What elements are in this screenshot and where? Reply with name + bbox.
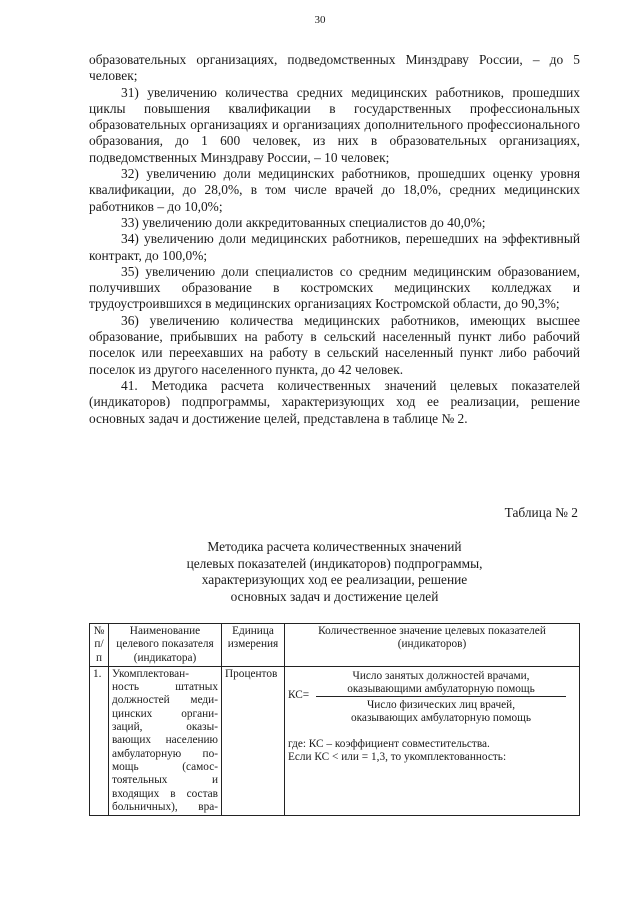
table-title-line: характеризующих ход ее реализации, решение [201,572,468,587]
paragraph-item-32: 32) увеличению доли медицинских работников, прошедших оценку уровня квалификации, до 28,0%, в том числе врачей до 18,0%, средних медицинских работников – до 10,0%; [89,166,580,214]
paragraph-item-34: 34) увеличению доли медицинских работников, перешедших на эффективный контракт, до 100,0%; [89,231,580,263]
row-name-line: входящих в состав [112,787,218,800]
paragraph-continuation: образовательных организациях, подведомственных Минздраву России, – до 5 человек; [89,52,580,84]
paragraph-clause-41: 41. Методика расчета количественных значений целевых показателей (индикаторов) подпрограммы, характеризующих ход ее реализации, решение основных задач и достижение целей, представлена в таблице № 2. [89,377,580,426]
body-text [89,52,580,427]
row-name-line: амбулаторную по- [112,747,218,760]
formula-label: КС= [288,688,310,701]
table-row [90,666,580,815]
formula-numerator-line: Число занятых должностей врачами, [352,669,530,682]
paragraph-item-35: 35) увеличению доли специалистов со средним медицинским образованием, получивших образование в костромских медицинских колледжах и трудоустроившихся в медицинских организациях Костромской области, до 90,3%; [89,263,580,312]
paragraph-item-33: 33) увеличению доли аккредитованных специалистов до 40,0%; [121,214,486,230]
formula-note: где: КС – коэффициент совместительства. [288,737,490,750]
row-name-line: тоятельных и [112,774,218,787]
fraction-bar [316,696,566,697]
formula-condition: Если КС < или = 1,3, то укомплектованность: [288,751,507,764]
row-name-line: вающих населению [112,734,218,747]
row-name-line: цинских органи- [112,707,218,720]
header-value: Количественное значение целевых показателей (индикаторов) [285,624,580,667]
row-name [109,666,222,815]
row-name-line: заций, оказы- [112,721,218,734]
table-title-line: Методика расчета количественных значений [207,539,462,554]
paragraph-item-36: 36) увеличению количества медицинских работников, имеющих высшее образование, прибывших на работу в сельский населенный пункт либо рабочий поселок или переехавших на работу в сельский населенный пункт либо рабочий поселок из другого населенного пункта, до 42 человек. [89,312,580,377]
formula-numerator-line: оказывающими амбулаторную помощь [347,682,535,695]
row-name-line: Укомплектован- [112,667,189,680]
table-label: Таблица № 2 [504,505,578,520]
ks-formula [288,670,576,738]
header-num: № п/п [90,624,109,667]
header-unit: Единица измерения [222,624,285,667]
table-header-row [90,624,580,667]
paragraph-item-31: 31) увеличению количества средних медицинских работников, прошедших циклы повышения квалификации в государственных профессиональных образовательных организациях и организациях дополнительного профессионального образования, до 1 600 человек, из них в образовательных организациях, подведомственных Минздраву России, – 10 человек; [89,84,580,165]
formula-denominator-line: Число физических лиц врачей, [366,698,516,711]
page-number: 30 [314,14,326,26]
row-name-line: больничных), вра- [112,800,218,813]
row-num: 1. [90,666,109,815]
row-name-line: мощь (самос- [112,760,218,773]
indicator-table [89,623,580,816]
row-value [285,666,580,815]
table-title-line: целевых показателей (индикаторов) подпрограммы, [186,555,483,571]
row-unit: Процентов [222,666,285,815]
formula-denominator-line: оказывающих амбулаторную помощь [350,711,532,724]
header-name: Наименование целевого показателя (индикатора) [109,624,222,667]
table-title-line: основных задач и достижение целей [230,588,439,604]
row-name-line: ность штатных [112,681,218,694]
table-title [89,539,580,605]
row-name-line: должностей меди- [112,694,218,707]
